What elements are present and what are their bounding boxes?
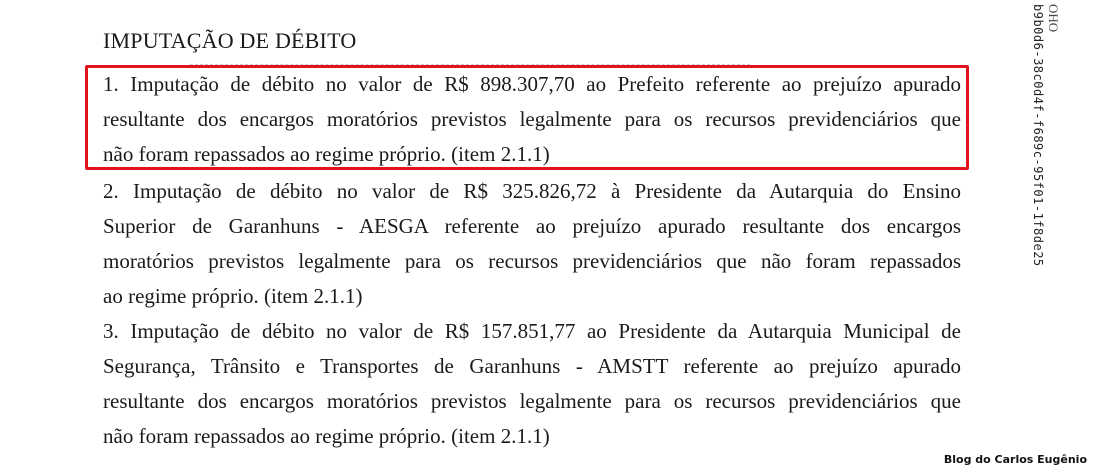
blog-watermark: Blog do Carlos Eugênio bbox=[943, 453, 1087, 466]
stamp-word: OHO bbox=[1046, 4, 1061, 33]
verification-code: b9b0d6-38c0d4f-f689c-95f01-1f8de25 bbox=[1031, 4, 1045, 267]
item-1-line-2: resultante dos encargos moratórios previstos legalmente para os recursos previdenciários que bbox=[103, 107, 961, 131]
debit-item-2 bbox=[103, 174, 961, 314]
item-2-line-1: 2. Imputação de débito no valor de R$ 325.826,72 à Presidente da Autarquia do Ensino bbox=[103, 179, 961, 203]
item-3-line-4: não foram repassados ao regime próprio. (item 2.1.1) bbox=[103, 424, 550, 448]
item-2-line-3: moratórios previstos legalmente para os recursos previdenciários que não foram repassados bbox=[103, 249, 961, 273]
side-verification-stamp bbox=[1005, 4, 1065, 267]
item-3-line-1: 3. Imputação de débito no valor de R$ 157.851,77 ao Presidente da Autarquia Municipal de bbox=[103, 319, 961, 343]
item-2-line-4: ao regime próprio. (item 2.1.1) bbox=[103, 284, 363, 308]
item-1-line-3: não foram repassados ao regime próprio. (item 2.1.1) bbox=[103, 142, 550, 166]
section-heading: IMPUTAÇÃO DE DÉBITO bbox=[103, 28, 357, 53]
item-3-line-3: resultante dos encargos moratórios previstos legalmente para os recursos previdenciários que bbox=[103, 389, 961, 413]
item-2-line-2: Superior de Garanhuns - AESGA referente ao prejuízo apurado resultante dos encargos bbox=[103, 214, 961, 238]
debit-item-3 bbox=[103, 314, 961, 454]
item-1-line-1: 1. Imputação de débito no valor de R$ 898.307,70 ao Prefeito referente ao prejuízo apurado bbox=[103, 72, 961, 96]
highlight-box bbox=[85, 65, 969, 170]
item-3-line-2: Segurança, Trânsito e Transportes de Garanhuns - AMSTT referente ao prejuízo apurado bbox=[103, 354, 961, 378]
